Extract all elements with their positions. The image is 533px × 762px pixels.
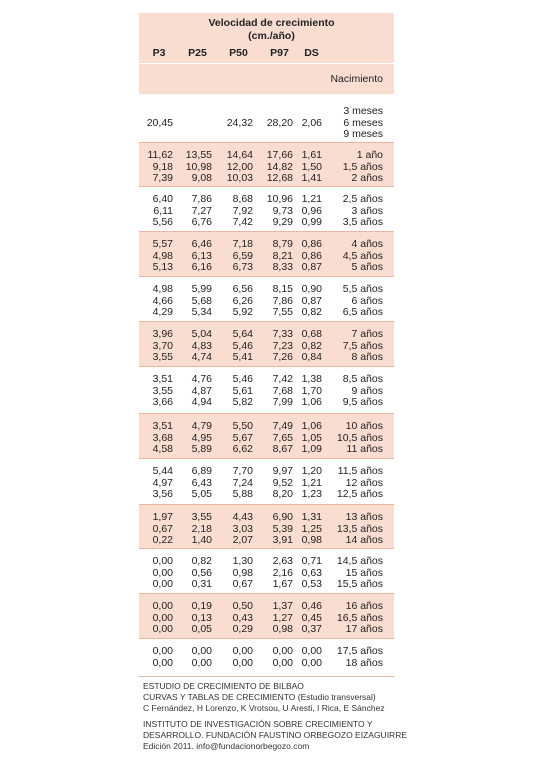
- cell-p97: 1,37: [272, 600, 293, 612]
- table-row: [139, 262, 394, 274]
- cell-p3: 0,00: [152, 623, 173, 635]
- cell-p3: 3,66: [152, 396, 173, 408]
- cell-p25: 5,05: [191, 488, 212, 500]
- cell-ds: 1,25: [301, 522, 322, 535]
- col-p97: P97: [270, 47, 289, 59]
- cell-p97: 7,26: [272, 351, 293, 363]
- cell-p97: 9,73: [272, 204, 293, 217]
- cell-ds: 0,82: [301, 339, 322, 352]
- cell-p50: 6,59: [232, 249, 253, 262]
- cell-p3: 3,68: [152, 431, 173, 444]
- cell-p50: 3,03: [232, 522, 253, 535]
- cell-ds: 0,99: [301, 216, 322, 228]
- cell-p97: 7,86: [272, 294, 293, 307]
- cell-ds: 0,63: [301, 566, 322, 579]
- cell-p50: 5,88: [232, 488, 253, 500]
- cell-p3: [139, 129, 173, 141]
- table-row: [139, 352, 394, 364]
- cell-p25: 5,34: [191, 306, 212, 318]
- cell-p3: 0,00: [152, 578, 173, 590]
- cell-p50: 7,70: [232, 465, 253, 477]
- table-row: [139, 217, 394, 229]
- cell-p25: 0,13: [191, 611, 212, 624]
- cell-p25: 6,13: [191, 249, 212, 262]
- cell-ds: 0,71: [301, 555, 322, 567]
- row-group: [139, 277, 394, 322]
- birth-label: Nacimiento: [330, 73, 383, 85]
- cell-p3: 0,00: [152, 566, 173, 579]
- cell-ds: 1,21: [301, 476, 322, 489]
- cell-p97: 2,16: [272, 566, 293, 579]
- cell-p25: 3,55: [191, 511, 212, 523]
- cell-p50: 5,64: [232, 328, 253, 340]
- cell-p97: 12,68: [266, 172, 293, 184]
- cell-ds: 0,00: [301, 645, 322, 657]
- cell-p3: 0,00: [152, 645, 173, 657]
- cell-p3: 6,40: [152, 193, 173, 205]
- cell-ds: [293, 106, 322, 118]
- cell-p97: 8,67: [272, 443, 293, 455]
- cell-p25: 7,86: [191, 193, 212, 205]
- title-line-2: (cm./año): [248, 30, 295, 42]
- footer: [143, 681, 523, 752]
- row-group: [139, 459, 394, 505]
- row-group: [139, 94, 394, 143]
- cell-p50: 0,67: [232, 578, 253, 590]
- cell-age: 12 años: [345, 476, 383, 489]
- cell-age: 13 años: [345, 511, 383, 523]
- cell-p97: 0,98: [272, 623, 293, 635]
- cell-ds: 0,37: [301, 623, 322, 635]
- cell-ds: 1,20: [301, 465, 322, 477]
- cell-p25: 10,98: [185, 160, 212, 173]
- table-row: [139, 173, 394, 185]
- cell-ds: 0,53: [301, 578, 322, 590]
- cell-ds: 0,86: [301, 238, 322, 250]
- cell-p25: 5,89: [191, 443, 212, 455]
- cell-p25: 7,27: [191, 204, 212, 217]
- cell-ds: 1,41: [301, 172, 322, 184]
- cell-p97: 6,90: [272, 511, 293, 523]
- cell-age: 8,5 años: [342, 373, 383, 385]
- cell-age: 10 años: [345, 420, 383, 432]
- cell-p3: 4,98: [152, 249, 173, 262]
- row-group: [139, 594, 394, 639]
- cell-age: 9 años: [351, 384, 383, 397]
- cell-ds: 1,50: [301, 160, 322, 173]
- cell-age: 17 años: [345, 623, 383, 635]
- cell-age: 6 meses: [343, 116, 383, 129]
- cell-p3: 4,29: [152, 306, 173, 318]
- cell-p50: 12,00: [226, 160, 253, 173]
- cell-p25: 5,04: [191, 328, 212, 340]
- row-group: [139, 322, 394, 367]
- cell-p97: 17,66: [266, 149, 293, 161]
- cell-p3: 4,58: [152, 443, 173, 455]
- cell-p50: 2,07: [232, 534, 253, 546]
- row-group: [139, 639, 394, 677]
- cell-p97: 9,97: [272, 465, 293, 477]
- cell-p50: 14,64: [226, 149, 253, 161]
- table-row: [139, 329, 394, 341]
- cell-p3: 0,22: [152, 534, 173, 546]
- cell-p97: 7,42: [272, 373, 293, 385]
- cell-age: 3 meses: [343, 105, 383, 117]
- table-row: [139, 194, 394, 206]
- cell-p50: 7,24: [232, 476, 253, 489]
- cell-p3: 5,56: [152, 216, 173, 228]
- cell-age: 1,5 años: [342, 160, 383, 173]
- cell-p97: 3,91: [272, 534, 293, 546]
- footer-institute-2: DESARROLLO. FUNDACIÓN FAUSTINO ORBEGOZO EIZAGUIRRE: [143, 730, 408, 740]
- cell-ds: 0,96: [301, 204, 322, 217]
- cell-p3: 4,98: [152, 283, 173, 295]
- table-row: [139, 150, 394, 162]
- cell-p50: 5,46: [232, 373, 253, 385]
- cell-ds: 0,87: [301, 294, 322, 307]
- cell-p50: 8,68: [232, 193, 253, 205]
- cell-ds: 1,06: [301, 396, 322, 408]
- cell-p25: 4,76: [191, 373, 212, 385]
- cell-p25: 6,43: [191, 476, 212, 489]
- cell-p97: 8,20: [272, 488, 293, 500]
- row-group: [139, 549, 394, 594]
- cell-p25: 4,87: [191, 384, 212, 397]
- table-row: [139, 106, 394, 118]
- cell-ds: 1,31: [301, 511, 322, 523]
- cell-p3: 0,00: [152, 611, 173, 624]
- cell-p97: 10,96: [266, 193, 293, 205]
- cell-p25: 5,68: [191, 294, 212, 307]
- cell-p25: 4,95: [191, 431, 212, 444]
- cell-p25: 0,00: [191, 656, 212, 669]
- cell-p3: 11,62: [147, 149, 173, 161]
- cell-p50: 7,42: [232, 216, 253, 228]
- cell-p3: [139, 106, 173, 118]
- table-row: [139, 489, 394, 501]
- cell-p25: 0,56: [191, 566, 212, 579]
- table-row: [139, 284, 394, 296]
- cell-p50: 0,98: [232, 566, 253, 579]
- cell-p25: 9,08: [191, 172, 212, 184]
- cell-age: 9 meses: [343, 128, 383, 140]
- cell-p97: 9,52: [272, 476, 293, 489]
- cell-p50: 6,73: [232, 261, 253, 273]
- cell-p25: 6,76: [191, 216, 212, 228]
- table-body: [139, 94, 394, 677]
- cell-age: 7 años: [351, 328, 383, 340]
- col-p3: P3: [152, 47, 166, 59]
- cell-p3: 6,11: [153, 204, 173, 217]
- cell-age: 14 años: [345, 534, 383, 546]
- table-row: [139, 646, 394, 658]
- cell-p50: 0,50: [232, 600, 253, 612]
- cell-p25: 6,16: [191, 261, 212, 273]
- cell-p25: 0,19: [191, 600, 212, 612]
- cell-age: 7,5 años: [342, 339, 383, 352]
- cell-age: 4,5 años: [342, 249, 383, 262]
- row-group: [139, 505, 394, 549]
- table-row: [139, 421, 394, 433]
- cell-ds: 1,38: [301, 373, 322, 385]
- cell-p3: 3,96: [152, 328, 173, 340]
- cell-p50: 7,18: [232, 238, 253, 250]
- cell-p3: 7,39: [152, 172, 173, 184]
- cell-ds: 1,09: [301, 443, 322, 455]
- cell-p97: 8,33: [272, 261, 293, 273]
- cell-p3: 0,00: [152, 555, 173, 567]
- table-row: [139, 535, 394, 547]
- cell-ds: 1,70: [301, 384, 322, 397]
- cell-age: 15,5 años: [336, 578, 383, 590]
- cell-p3: 5,57: [152, 238, 173, 250]
- cell-age: 8 años: [351, 351, 383, 363]
- cell-p25: 0,31: [191, 578, 212, 590]
- cell-p50: 7,92: [232, 204, 253, 217]
- cell-p50: 6,26: [232, 294, 253, 307]
- cell-age: 10,5 años: [336, 431, 383, 444]
- table-row: [139, 556, 394, 568]
- cell-p25: 4,83: [191, 339, 212, 352]
- cell-p97: 1,67: [272, 578, 293, 590]
- table-row: [139, 512, 394, 524]
- cell-p50: [212, 106, 253, 118]
- footer-study-title: ESTUDIO DE CRECIMIENTO DE BILBAO: [143, 681, 304, 691]
- cell-p50: 6,56: [232, 283, 253, 295]
- cell-age: 15 años: [345, 566, 383, 579]
- footer-subtitle: CURVAS Y TABLAS DE CRECIMIENTO (Estudio transversal): [143, 692, 376, 702]
- cell-p3: 1,97: [152, 511, 173, 523]
- cell-age: 14,5 años: [336, 555, 383, 567]
- table-row: [139, 307, 394, 319]
- cell-ds: 0,87: [301, 261, 322, 273]
- cell-p50: 24,32: [226, 116, 253, 129]
- cell-p50: 5,82: [232, 396, 253, 408]
- cell-p97: 28,20: [266, 116, 293, 129]
- cell-p50: 5,41: [232, 351, 253, 363]
- cell-p50: [212, 129, 253, 141]
- cell-ds: 0,84: [301, 351, 322, 363]
- cell-p97: 8,15: [272, 283, 293, 295]
- cell-p50: 0,43: [232, 611, 253, 624]
- cell-p97: 5,39: [272, 522, 293, 535]
- cell-p50: 0,00: [232, 645, 253, 657]
- cell-p25: 0,05: [191, 623, 212, 635]
- table-row: [139, 624, 394, 636]
- cell-p97: [253, 129, 293, 141]
- cell-p97: 7,68: [272, 384, 293, 397]
- cell-p25: [173, 129, 212, 141]
- row-group: [139, 367, 394, 414]
- table-row: [139, 239, 394, 251]
- table-header: [139, 13, 394, 94]
- table-row: [139, 444, 394, 456]
- cell-p97: 0,00: [272, 656, 293, 669]
- cell-p3: 20,45: [146, 116, 173, 129]
- cell-ds: 0,86: [301, 249, 322, 262]
- cell-age: 6,5 años: [342, 306, 383, 318]
- row-group: [139, 143, 394, 187]
- cell-p50: 0,00: [232, 656, 253, 669]
- cell-p25: 5,99: [191, 283, 212, 295]
- cell-ds: 1,61: [301, 149, 322, 161]
- cell-ds: 0,00: [301, 656, 322, 669]
- cell-p25: 6,46: [191, 238, 212, 250]
- cell-ds: 0,90: [301, 283, 322, 295]
- table-row: [139, 397, 394, 409]
- cell-p3: 5,44: [152, 465, 173, 477]
- cell-p97: 7,65: [272, 431, 293, 444]
- cell-age: 1 año: [356, 149, 383, 161]
- cell-p3: 3,51: [152, 373, 173, 385]
- cell-age: 17,5 años: [336, 645, 383, 657]
- footer-edition: Edición 2011. info@fundacionorbegozo.com: [143, 741, 310, 751]
- cell-age: 9,5 años: [342, 396, 383, 408]
- col-p50: P50: [229, 47, 248, 59]
- cell-p25: 4,74: [191, 351, 212, 363]
- cell-age: 16 años: [345, 600, 383, 612]
- cell-p3: 0,00: [152, 600, 173, 612]
- table-row: [139, 601, 394, 613]
- cell-p3: 3,51: [152, 420, 173, 432]
- cell-p97: 7,99: [272, 396, 293, 408]
- column-headers: [139, 43, 394, 64]
- cell-age: 5,5 años: [342, 283, 383, 295]
- cell-p3: 3,55: [152, 351, 173, 363]
- footer-institute-1: INSTITUTO DE INVESTIGACIÓN SOBRE CRECIMIENTO Y: [143, 719, 373, 729]
- cell-p3: 3,56: [152, 488, 173, 500]
- row-group: [139, 232, 394, 277]
- growth-velocity-table: [139, 13, 394, 677]
- cell-p50: 5,67: [232, 431, 253, 444]
- cell-p25: [173, 118, 212, 130]
- cell-p3: 4,66: [152, 294, 173, 307]
- cell-ds: 0,68: [301, 328, 322, 340]
- cell-ds: 1,06: [301, 420, 322, 432]
- cell-p50: 6,62: [232, 443, 253, 455]
- cell-age: 6 años: [351, 294, 383, 307]
- cell-age: 2,5 años: [342, 193, 383, 205]
- cell-ds: 1,23: [301, 488, 322, 500]
- table-row: [139, 129, 394, 141]
- cell-age: 18 años: [345, 656, 383, 669]
- cell-p97: 14,82: [266, 160, 293, 173]
- cell-p3: 9,18: [152, 160, 173, 173]
- cell-p97: 1,27: [272, 611, 293, 624]
- cell-age: 11,5 años: [337, 465, 383, 477]
- cell-p97: 8,79: [272, 238, 293, 250]
- cell-p97: 7,23: [272, 339, 293, 352]
- cell-age: 16,5 años: [336, 611, 383, 624]
- cell-p50: 5,61: [232, 384, 253, 397]
- cell-age: 3,5 años: [342, 216, 383, 228]
- cell-p25: 1,40: [191, 534, 212, 546]
- cell-p97: [253, 106, 293, 118]
- cell-p25: 6,89: [191, 465, 212, 477]
- cell-p97: 9,29: [272, 216, 293, 228]
- cell-age: 4 años: [351, 238, 383, 250]
- cell-ds: 0,82: [301, 306, 322, 318]
- cell-p97: 7,49: [272, 420, 293, 432]
- cell-ds: 1,05: [301, 431, 322, 444]
- cell-age: 13,5 años: [336, 522, 383, 535]
- row-group: [139, 187, 394, 232]
- cell-p3: 4,97: [152, 476, 173, 489]
- row-group: [139, 414, 394, 459]
- cell-age: 3 años: [351, 204, 383, 217]
- cell-ds: 2,06: [301, 116, 322, 129]
- table-title: [139, 13, 394, 43]
- cell-age: 12,5 años: [336, 488, 383, 500]
- cell-p25: 0,00: [191, 645, 212, 657]
- table-row: [139, 579, 394, 591]
- table-row: [139, 466, 394, 478]
- cell-p97: 2,63: [272, 555, 293, 567]
- cell-p50: 10,03: [226, 172, 253, 184]
- table-row: [139, 374, 394, 386]
- cell-age: 2 años: [351, 172, 383, 184]
- footer-authors: C Fernández, H Lorenzo, K Vrotsou, U Aresti, I Rica, E Sánchez: [143, 703, 385, 713]
- cell-ds: [293, 129, 322, 141]
- cell-ds: 0,45: [301, 611, 322, 624]
- cell-p97: 7,33: [272, 328, 293, 340]
- cell-p3: 0,67: [152, 522, 173, 535]
- title-line-1: Velocidad de crecimiento: [208, 17, 335, 29]
- cell-p3: 0,00: [152, 656, 173, 669]
- cell-p25: 2,18: [191, 522, 212, 535]
- cell-ds: 0,46: [301, 600, 322, 612]
- col-ds: DS: [304, 47, 319, 59]
- cell-p25: [173, 106, 212, 118]
- table-row: [139, 658, 394, 670]
- cell-age: 11 años: [346, 443, 383, 455]
- cell-p50: 0,29: [232, 623, 253, 635]
- cell-p97: 7,55: [272, 306, 293, 318]
- cell-ds: 0,98: [301, 534, 322, 546]
- cell-p25: 13,55: [185, 149, 212, 161]
- cell-ds: 1,21: [301, 193, 322, 205]
- cell-p25: 4,94: [191, 396, 212, 408]
- col-p25: P25: [188, 47, 207, 59]
- cell-p97: 0,00: [272, 645, 293, 657]
- cell-p50: 5,92: [232, 306, 253, 318]
- cell-age: 5 años: [351, 261, 383, 273]
- cell-p97: 8,21: [272, 249, 293, 262]
- cell-p3: 3,70: [152, 339, 173, 352]
- cell-p50: 5,50: [232, 420, 253, 432]
- cell-p3: 3,55: [152, 384, 173, 397]
- cell-p50: 1,30: [232, 555, 253, 567]
- cell-p25: 4,79: [191, 420, 212, 432]
- cell-p50: 5,46: [232, 339, 253, 352]
- birth-row: [139, 64, 394, 94]
- cell-p3: 5,13: [152, 261, 173, 273]
- cell-p50: 4,43: [232, 511, 253, 523]
- cell-p25: 0,82: [191, 555, 212, 567]
